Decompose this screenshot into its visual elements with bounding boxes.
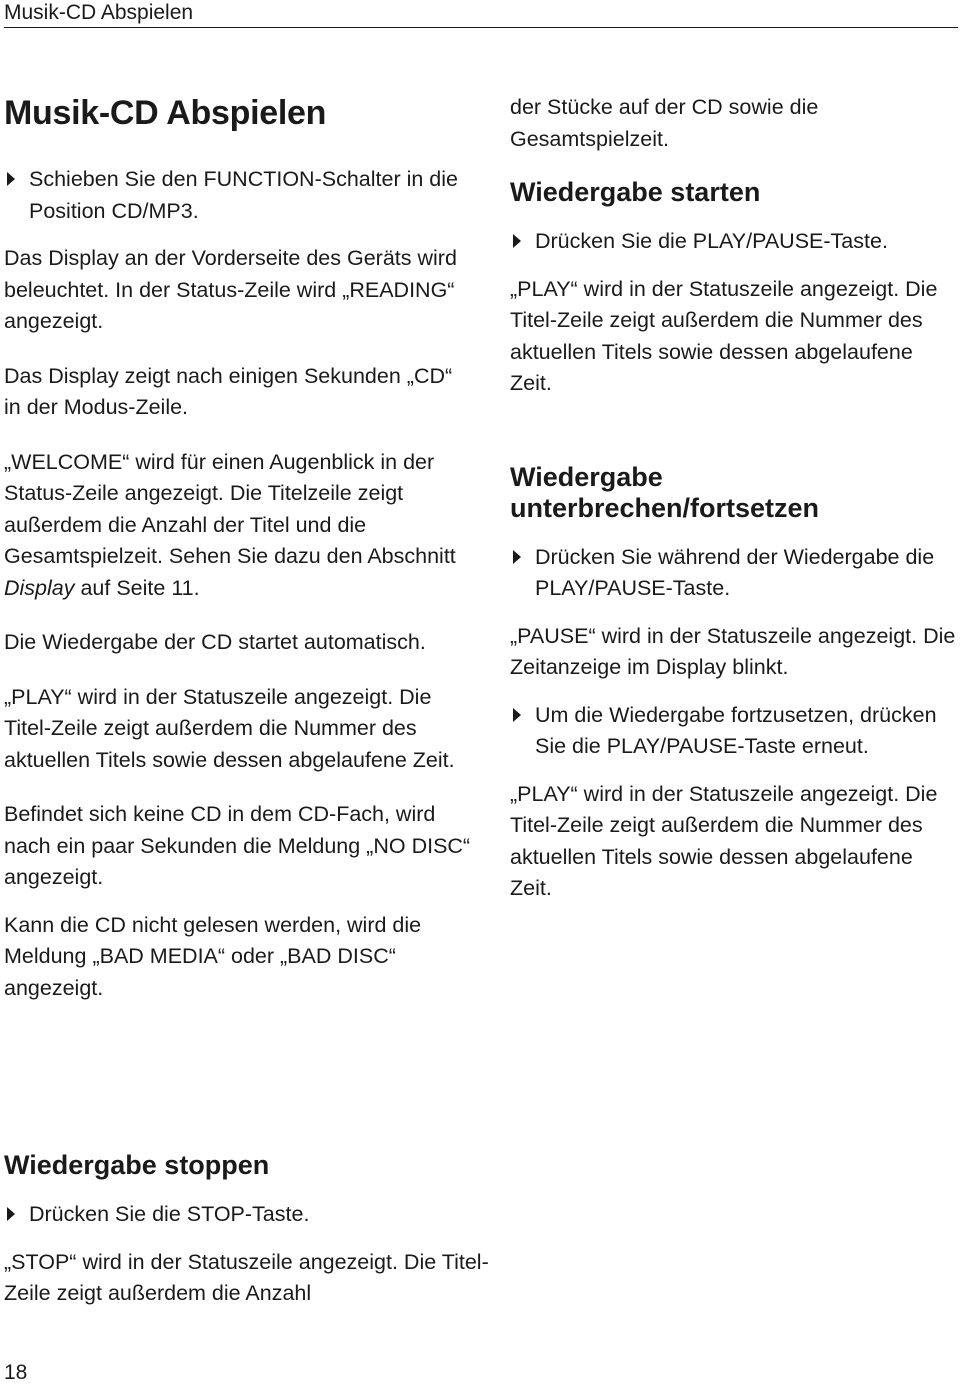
paragraph-autoplay: Die Wiedergabe der CD startet automatisch. — [4, 630, 426, 654]
display-reference: Display — [4, 575, 75, 600]
instruction-step-play — [510, 226, 958, 258]
page-title: Musik-CD Abspielen — [4, 94, 327, 132]
paragraph-welcome-text: „WELCOME“ wird für einen Augenblick in der Status-Zeile angezeigt. Die Titelzeile zeigt außerdem die Anzahl der Titel und die Gesamtspielzeit. Sehen Sie dazu den Abschnitt — [4, 449, 456, 568]
paragraph-stop-status: „STOP“ wird in der Statuszeile angezeigt. Die Titel-Zeile zeigt außerdem die Anzahl — [4, 1249, 489, 1305]
heading-stop-playback: Wiedergabe stoppen — [4, 1150, 270, 1180]
arrow-right-icon — [513, 708, 521, 722]
instruction-step-stop — [4, 1199, 524, 1231]
step-text: Drücken Sie während der Wiedergabe die PLAY/PAUSE-Taste. — [535, 544, 935, 600]
running-header: Musik-CD Abspielen — [4, 0, 958, 28]
arrow-right-icon — [513, 550, 521, 564]
heading-pause-resume: Wiedergabe unterbrechen/fortsetzen — [510, 461, 820, 523]
arrow-right-icon — [7, 1207, 15, 1221]
instruction-step-function-switch — [4, 164, 474, 227]
bottom-section — [4, 1150, 524, 1310]
paragraph-continued: der Stücke auf der CD sowie die Gesamtspielzeit. — [510, 95, 819, 151]
step-text: Schieben Sie den FUNCTION-Schalter in die Position CD/MP3. — [29, 167, 458, 223]
step-text: Um die Wiedergabe fortzusetzen, drücken Sie die PLAY/PAUSE-Taste erneut. — [535, 702, 937, 758]
heading-start-playback: Wiedergabe starten — [510, 177, 761, 207]
paragraph-welcome-page: auf Seite 11. — [74, 575, 200, 600]
right-column — [510, 92, 958, 905]
instruction-step-resume — [510, 700, 958, 763]
paragraph-no-disc: Befindet sich keine CD in dem CD-Fach, wird nach ein paar Sekunden die Meldung „NO DISC“ angezeigt. — [4, 802, 471, 889]
page-number: 18 — [4, 1361, 28, 1384]
paragraph-welcome — [4, 447, 474, 605]
arrow-right-icon — [7, 172, 15, 186]
paragraph-display-lit: Das Display an der Vorderseite des Geräts wird beleuchtet. In der Status-Zeile wird „READING“ angezeigt. — [4, 246, 457, 333]
arrow-right-icon — [513, 234, 521, 248]
step-text: Drücken Sie die STOP-Taste. — [29, 1202, 310, 1226]
instruction-step-pause — [510, 542, 958, 605]
paragraph-cd-mode: Das Display zeigt nach einigen Sekunden „CD“ in der Modus-Zeile. — [4, 363, 453, 419]
paragraph-resume-status: „PLAY“ wird in der Statuszeile angezeigt. Die Titel-Zeile zeigt außerdem die Nummer des aktuellen Titels sowie dessen abgelaufene Zeit. — [510, 781, 938, 900]
paragraph-pause-status: „PAUSE“ wird in der Statuszeile angezeigt. Die Zeitanzeige im Display blinkt. — [510, 623, 956, 679]
paragraph-play-status: „PLAY“ wird in der Statuszeile angezeigt. Die Titel-Zeile zeigt außerdem die Nummer des aktuellen Titels sowie dessen abgelaufene Zeit. — [4, 684, 455, 772]
left-column — [4, 92, 474, 1004]
paragraph-bad-media: Kann die CD nicht gelesen werden, wird die Meldung „BAD MEDIA“ oder „BAD DISC“ angezeigt. — [4, 912, 422, 1000]
step-text: Drücken Sie die PLAY/PAUSE-Taste. — [535, 229, 888, 253]
paragraph-play-status: „PLAY“ wird in der Statuszeile angezeigt. Die Titel-Zeile zeigt außerdem die Nummer des aktuellen Titels sowie dessen abgelaufene Zeit. — [510, 276, 938, 395]
